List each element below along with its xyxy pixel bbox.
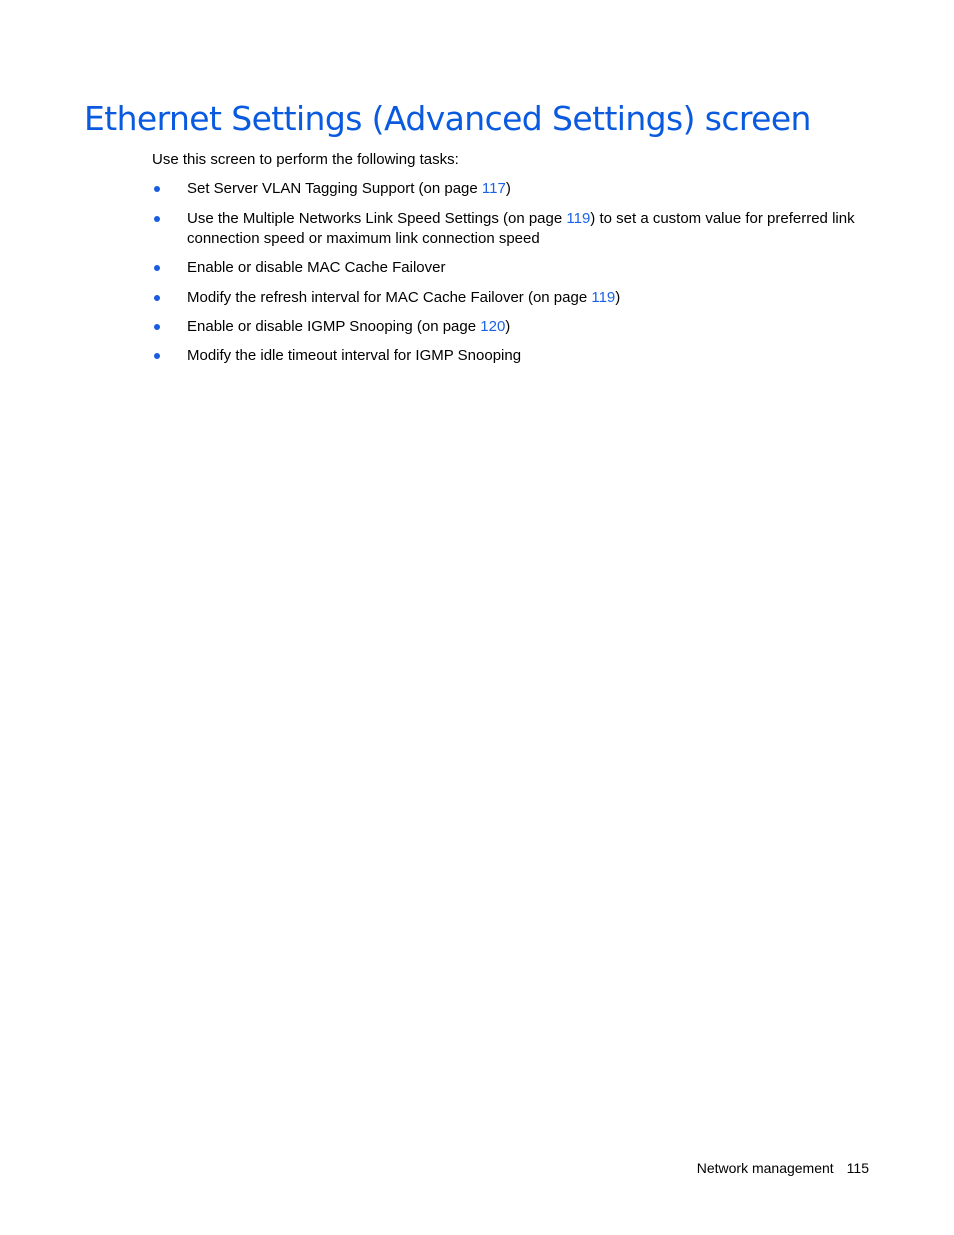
task-item-refresh-interval <box>152 288 882 308</box>
task-text-after: ) <box>505 318 511 335</box>
task-text-before: Use the Multiple Networks Link Speed Settings (on page <box>187 210 567 227</box>
page-link-117[interactable]: 117 <box>481 180 506 197</box>
task-item-link-speed <box>152 209 882 249</box>
task-text: Enable or disable MAC Cache Failover <box>187 259 446 276</box>
task-text <box>187 179 882 199</box>
task-text <box>187 288 882 308</box>
task-text: Modify the idle timeout interval for IGMP Snooping <box>187 347 522 364</box>
task-text-after: ) <box>505 180 511 197</box>
page-link-120[interactable]: 120 <box>480 318 506 335</box>
bullet-icon <box>154 186 160 192</box>
task-text-after: ) to set a custom value for preferred link connection speed or maximum link connection speed <box>187 210 855 247</box>
task-text-before: Set Server VLAN Tagging Support (on page <box>187 180 482 197</box>
bullet-icon <box>154 216 160 222</box>
task-text-after: ) <box>615 289 621 306</box>
page-link-119[interactable]: 119 <box>566 210 591 227</box>
footer-page-number: 115 <box>846 1160 869 1176</box>
intro-text: Use this screen to perform the following tasks: <box>152 151 459 168</box>
page-title: Ethernet Settings (Advanced Settings) screen <box>84 99 811 138</box>
task-item-mac-cache-failover <box>152 258 882 278</box>
bullet-icon <box>154 324 160 330</box>
task-text <box>187 317 882 337</box>
task-text-before: Enable or disable IGMP Snooping (on page <box>187 318 481 335</box>
task-item-vlan-tagging <box>152 179 882 199</box>
bullet-icon <box>154 353 160 359</box>
page-link-119[interactable]: 119 <box>591 289 616 306</box>
bullet-icon <box>154 295 160 301</box>
task-item-igmp-snooping <box>152 317 882 337</box>
bullet-icon <box>154 265 160 271</box>
task-item-idle-timeout <box>152 346 882 366</box>
page-footer <box>697 1158 869 1178</box>
task-text <box>187 209 882 249</box>
task-text-before: Modify the refresh interval for MAC Cache Failover (on page <box>187 289 592 306</box>
footer-section: Network management <box>696 1160 834 1176</box>
